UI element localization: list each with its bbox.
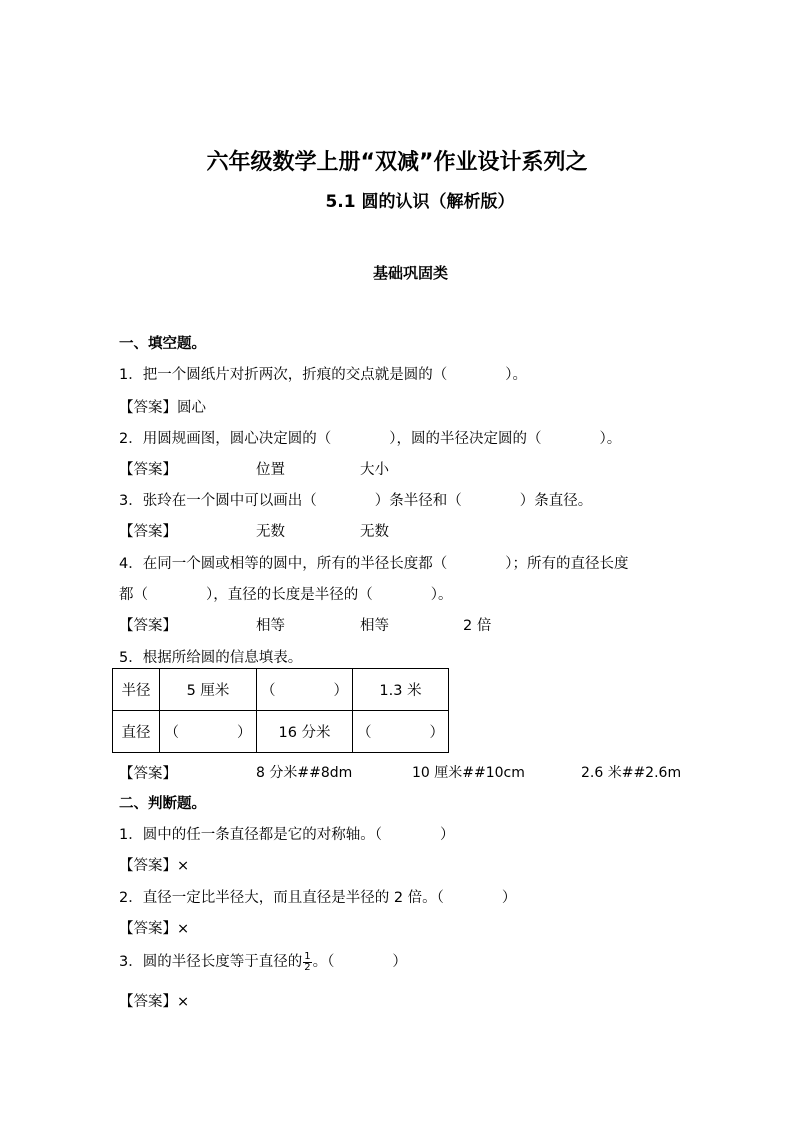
answer-label-1-5: 【答案】 xyxy=(119,766,177,782)
fraction xyxy=(303,952,311,973)
question-2-2: 2．直径一定比半径大，而且直径是半径的 2 倍。（ ） xyxy=(119,890,517,906)
answer-1-2-b: 大小 xyxy=(360,462,389,478)
table-cell: 16 分米 xyxy=(257,711,353,753)
answer-1-2-a: 位置 xyxy=(256,462,285,478)
table-cell: （ ） xyxy=(353,711,449,753)
answer-1-5-c: 2.6 米##2.6m xyxy=(581,765,682,781)
answer-1-4-b: 相等 xyxy=(360,618,389,634)
section-fill-blank-heading: 一、填空题。 xyxy=(119,336,206,352)
question-1-4-line1: 4．在同一个圆或相等的圆中，所有的半径长度都（ ）；所有的直径长度 xyxy=(119,556,629,572)
table-row xyxy=(113,669,449,711)
answer-1-3-a: 无数 xyxy=(256,524,285,540)
answer-2-3: 【答案】× xyxy=(119,994,190,1010)
table-row xyxy=(113,711,449,753)
answer-2-1: 【答案】× xyxy=(119,858,190,874)
answer-1-4-c: 2 倍 xyxy=(463,618,492,634)
category-heading: 基础巩固类 xyxy=(373,264,449,282)
answer-label-1-2: 【答案】 xyxy=(119,462,177,478)
question-1-1: 1．把一个圆纸片对折两次，折痕的交点就是圆的（ ）。 xyxy=(119,367,527,383)
answer-1-3-b: 无数 xyxy=(360,524,389,540)
table-cell: 1.3 米 xyxy=(353,669,449,711)
section-true-false-heading: 二、判断题。 xyxy=(119,796,206,812)
circle-info-table xyxy=(112,668,449,753)
question-2-3 xyxy=(119,950,407,973)
fraction-numerator: 1 xyxy=(304,950,311,962)
table-cell: （ ） xyxy=(160,711,257,753)
question-2-3-tail: 。（ ） xyxy=(312,954,407,970)
document-subtitle: 5.1 圆的认识（解析版） xyxy=(325,192,515,212)
document-title: 六年级数学上册“双减”作业设计系列之 xyxy=(206,150,588,175)
question-1-2: 2．用圆规画图，圆心决定圆的（ ），圆的半径决定圆的（ ）。 xyxy=(119,431,622,447)
fraction-denominator: 2 xyxy=(304,961,311,973)
question-2-1: 1．圆中的任一条直径都是它的对称轴。（ ） xyxy=(119,827,455,843)
table-cell: 半径 xyxy=(113,669,160,711)
answer-label-1-4: 【答案】 xyxy=(119,618,177,634)
question-1-3: 3．张玲在一个圆中可以画出（ ）条半径和（ ）条直径。 xyxy=(119,493,593,509)
table-cell: 直径 xyxy=(113,711,160,753)
answer-1-1: 【答案】圆心 xyxy=(119,400,206,416)
answer-1-4-a: 相等 xyxy=(256,618,285,634)
answer-label-1-3: 【答案】 xyxy=(119,524,177,540)
table-cell: 5 厘米 xyxy=(160,669,257,711)
question-1-5: 5．根据所给圆的信息填表。 xyxy=(119,650,303,666)
answer-1-5-a: 8 分米##8dm xyxy=(256,765,353,781)
answer-2-2: 【答案】× xyxy=(119,921,190,937)
answer-1-5-b: 10 厘米##10cm xyxy=(412,765,525,781)
table-cell: （ ） xyxy=(257,669,353,711)
question-2-3-text: 3．圆的半径长度等于直径的 xyxy=(119,954,303,970)
question-1-4-line2: 都（ ），直径的长度是半径的（ ）。 xyxy=(119,587,453,603)
